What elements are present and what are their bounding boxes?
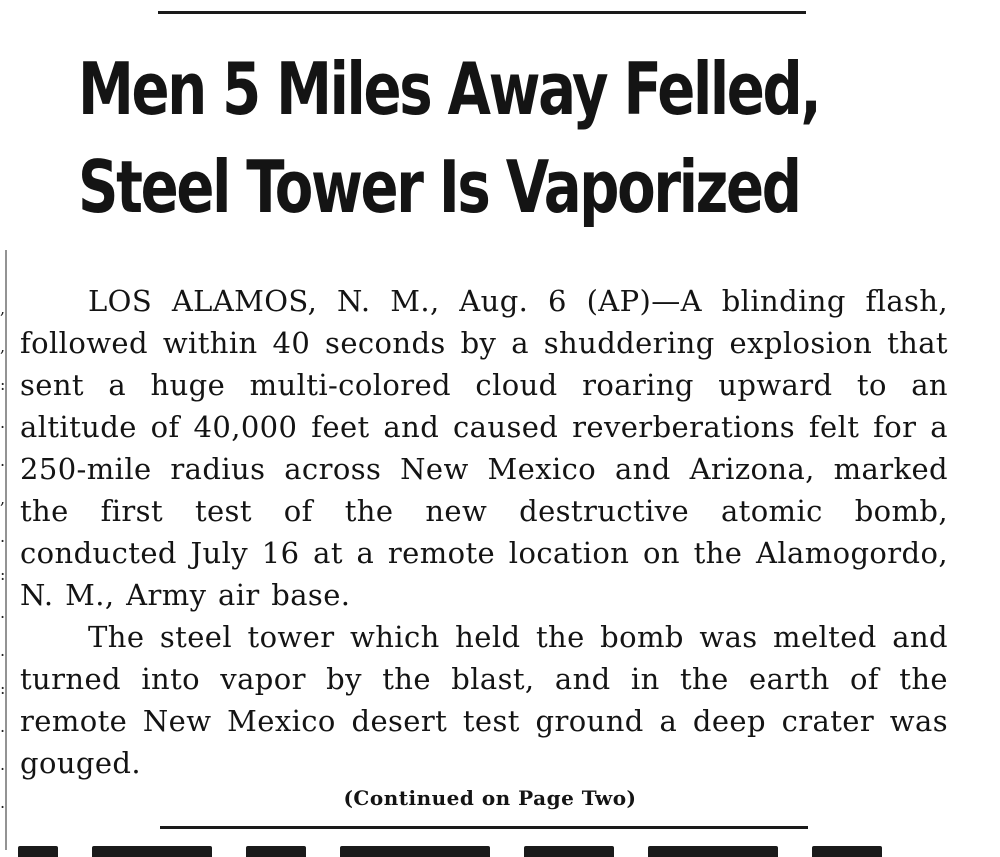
bottom-column-rule bbox=[160, 826, 808, 829]
adjacent-column-fragments: , , : . . , . : . . : . . . bbox=[0, 299, 6, 812]
headline-line-1: Men 5 Miles Away Felled, bbox=[78, 47, 820, 131]
top-column-rule bbox=[158, 11, 806, 14]
article-headline bbox=[78, 40, 820, 236]
article-paragraph-2: The steel tower which held the bomb was melted and turned into vapor by the blast, and in the earth of the remote New Mexico desert test ground a deep crater was gouged. bbox=[20, 620, 948, 780]
next-headline-cropped bbox=[18, 846, 978, 857]
article-body bbox=[20, 280, 948, 784]
continued-note: (Continued on Page Two) bbox=[343, 786, 637, 810]
headline-line-2: Steel Tower Is Vaporized bbox=[78, 145, 800, 229]
article-paragraph-1: LOS ALAMOS, N. M., Aug. 6 (AP)—A blinding flash, followed within 40 seconds by a shuddering explosion that sent a huge multi-colored cloud roaring upward to an altitude of 40,000 feet and caused reverberations felt for a 250-mile radius across New Mexico and Arizona, marked the first test of the new destructive atomic bomb, conducted July 16 at a remote location on the Alamogordo, N. M., Army air base. bbox=[20, 284, 948, 612]
